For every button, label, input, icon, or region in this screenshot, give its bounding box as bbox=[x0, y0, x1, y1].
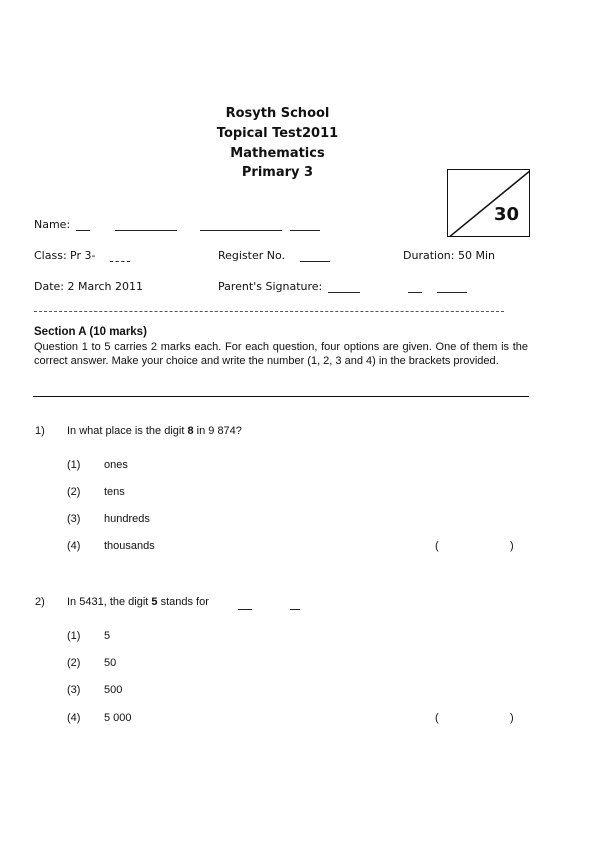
signature-blank[interactable] bbox=[437, 292, 467, 293]
question-text-part: stands for bbox=[157, 596, 209, 608]
class-value: Pr 3- bbox=[70, 249, 96, 262]
test-title: Topical Test2011 bbox=[216, 126, 339, 141]
level-title: Primary 3 bbox=[241, 165, 314, 180]
section-title: Section A (10 marks) bbox=[34, 326, 147, 338]
question-blank[interactable] bbox=[290, 609, 300, 610]
school-name: Rosyth School bbox=[225, 106, 330, 121]
subject-title: Mathematics bbox=[230, 146, 325, 161]
option-text: 500 bbox=[104, 684, 123, 696]
answer-bracket-open[interactable]: ( bbox=[435, 540, 439, 552]
option-number: (2) bbox=[67, 486, 81, 498]
name-blank[interactable] bbox=[76, 230, 90, 231]
question-text-part: In 5431, the digit bbox=[67, 596, 152, 608]
option-text: ones bbox=[104, 459, 128, 471]
option-text: tens bbox=[104, 486, 125, 498]
question-blank[interactable] bbox=[238, 609, 252, 610]
option-text: hundreds bbox=[104, 513, 150, 525]
date: Date: 2 March 2011 bbox=[34, 280, 144, 293]
name-blank[interactable] bbox=[290, 230, 320, 231]
class-label: Class: bbox=[34, 249, 67, 262]
section-rule bbox=[33, 396, 529, 397]
option-number: (3) bbox=[67, 513, 81, 525]
question-text bbox=[67, 596, 209, 608]
option-number: (1) bbox=[67, 459, 81, 471]
signature-blank[interactable] bbox=[328, 292, 360, 293]
name-label: Name: bbox=[34, 218, 71, 231]
option-text: 5 000 bbox=[104, 712, 132, 724]
answer-bracket-open[interactable]: ( bbox=[435, 712, 439, 724]
class-blank[interactable] bbox=[110, 261, 130, 262]
option-text: 5 bbox=[104, 630, 111, 642]
question-highlight-digit: 8 bbox=[187, 425, 194, 437]
question-text-part: in 9 874? bbox=[193, 425, 242, 437]
answer-bracket-close[interactable]: ) bbox=[510, 712, 514, 724]
dashed-separator bbox=[34, 311, 504, 312]
option-text: 50 bbox=[104, 657, 117, 669]
name-blank[interactable] bbox=[115, 230, 177, 231]
question-text bbox=[67, 425, 242, 437]
score-box bbox=[447, 169, 530, 237]
signature-label: Parent's Signature: bbox=[218, 280, 323, 293]
answer-bracket-close[interactable]: ) bbox=[510, 540, 514, 552]
option-text: thousands bbox=[104, 540, 155, 552]
question-highlight-digit: 5 bbox=[151, 596, 158, 608]
register-label: Register No. bbox=[218, 249, 286, 262]
name-blank[interactable] bbox=[200, 230, 282, 231]
option-number: (3) bbox=[67, 684, 81, 696]
total-marks: 30 bbox=[493, 204, 519, 225]
duration: Duration: 50 Min bbox=[403, 249, 495, 262]
register-blank[interactable] bbox=[300, 261, 330, 262]
section-instructions: Question 1 to 5 carries 2 marks each. For each question, four options are given. One of them is the correct answer. Make your choice and write the number (1, 2, 3 and 4) in the brackets provided. bbox=[34, 341, 528, 367]
option-number: (2) bbox=[67, 657, 81, 669]
option-number: (4) bbox=[67, 540, 81, 552]
question-text-part: In what place is the digit bbox=[67, 425, 188, 437]
question-number: 2) bbox=[35, 596, 45, 608]
signature-blank[interactable] bbox=[408, 292, 422, 293]
question-number: 1) bbox=[35, 425, 45, 437]
option-number: (4) bbox=[67, 712, 81, 724]
option-number: (1) bbox=[67, 630, 81, 642]
